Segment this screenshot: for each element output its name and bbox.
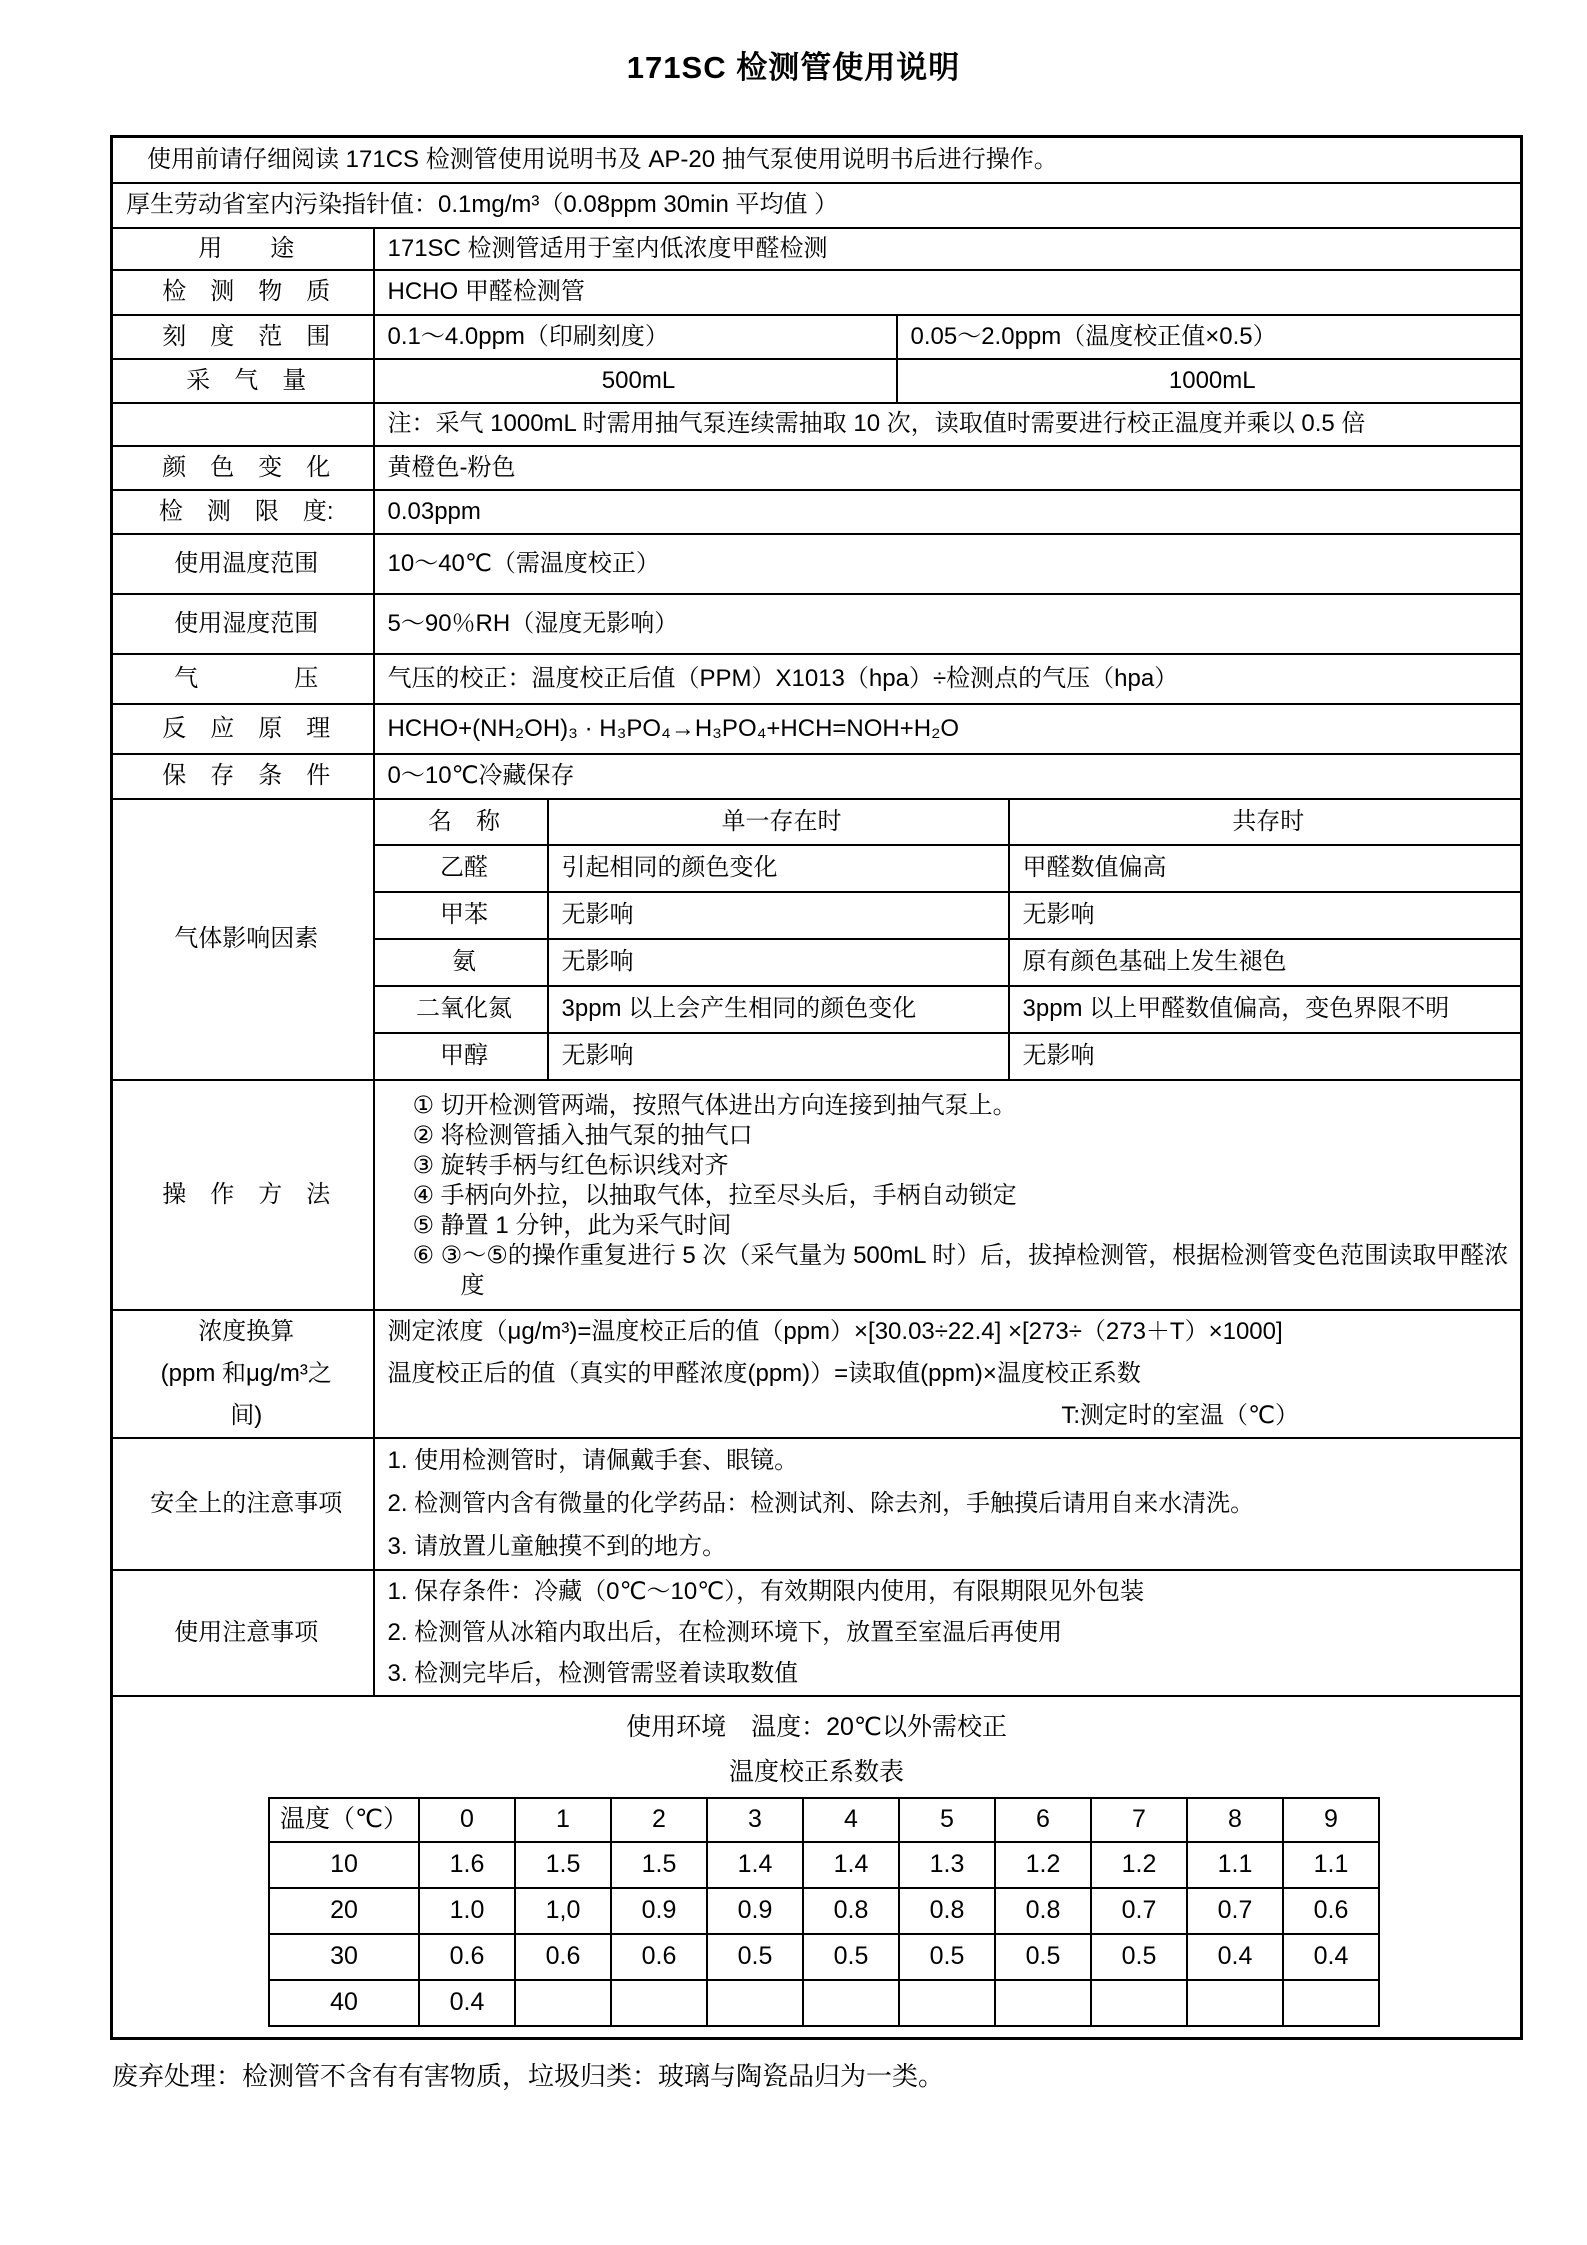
temp-col-header: 3	[707, 1798, 803, 1842]
concentration-label-line: (ppm 和μg/m³之	[160, 1359, 332, 1387]
temp-row-label: 40	[269, 1980, 419, 2026]
temp-cell: 1.2	[995, 1842, 1091, 1888]
row-notice-2	[112, 183, 1522, 228]
operation-step: ② 将检测管插入抽气泵的抽气口	[412, 1121, 753, 1149]
pressure-label: 气 压	[112, 654, 374, 704]
temp-cell	[611, 1980, 707, 2026]
temp-cell	[803, 1980, 899, 2026]
temp-cell: 0.5	[899, 1934, 995, 1980]
temp-col-header: 6	[995, 1798, 1091, 1842]
gas-single: 无影响	[548, 939, 1009, 986]
temp-col-header: 9	[1283, 1798, 1379, 1842]
environment-heading: 使用环境 温度：20℃以外需校正	[626, 1712, 1007, 1741]
row-substance	[112, 270, 1522, 315]
gas-coexist: 无影响	[1009, 1033, 1522, 1080]
sample-volume-label: 采 气 量	[112, 359, 374, 403]
gas-factors-label: 气体影响因素	[112, 799, 374, 1080]
temp-cell: 1.5	[611, 1842, 707, 1888]
color-change-value: 黄橙色-粉色	[374, 446, 1522, 490]
temp-table-corner: 温度（℃）	[269, 1798, 419, 1842]
usage-label: 用 途	[112, 228, 374, 270]
page-title: 171SC 检测管使用说明	[626, 50, 961, 85]
temp-col-header: 2	[611, 1798, 707, 1842]
temp-cell: 0.5	[803, 1934, 899, 1980]
concentration-label-line: 间)	[230, 1401, 263, 1429]
substance-value: HCHO 甲醛检测管	[374, 270, 1522, 315]
operation-step: ④ 手柄向外拉，以抽取气体，拉至尽头后，手柄自动锁定	[412, 1181, 1017, 1209]
gas-coexist: 甲醛数值偏高	[1009, 845, 1522, 892]
row-humidity-range	[112, 594, 1522, 654]
temp-cell: 1.4	[707, 1842, 803, 1888]
temp-cell: 1.4	[803, 1842, 899, 1888]
temp-col-header: 0	[419, 1798, 515, 1842]
reaction-formula: HCHO+(NH₂OH)₃ · H₃PO₄→H₃PO₄+HCH=NOH+H₂O	[374, 704, 1522, 754]
temp-cell: 0.6	[1283, 1888, 1379, 1934]
row-safety	[112, 1438, 1522, 1570]
operation-step: ⑥ ③～⑤的操作重复进行 5 次（采气量为 500mL 时）后，拔掉检测管，根据检测管变色范围读取甲醛浓度	[412, 1241, 1509, 1299]
temp-row-label: 10	[269, 1842, 419, 1888]
gas-single: 3ppm 以上会产生相同的颜色变化	[548, 986, 1009, 1033]
gas-header-single: 单一存在时	[548, 799, 1009, 845]
temp-cell: 0.8	[899, 1888, 995, 1934]
scale-range-label: 刻 度 范 围	[112, 315, 374, 359]
gas-single: 无影响	[548, 892, 1009, 939]
concentration-label	[112, 1310, 374, 1438]
temp-col-header: 8	[1187, 1798, 1283, 1842]
temp-cell: 1.0	[419, 1888, 515, 1934]
temp-cell: 0.5	[1091, 1934, 1187, 1980]
temperature-correction-table	[268, 1797, 1380, 2027]
temp-range-label: 使用温度范围	[112, 534, 374, 594]
notice-guideline-value: 厚生劳动省室内污染指针值：0.1mg/m³（0.08ppm 30min 平均值 ）	[112, 183, 1522, 228]
row-notice-1	[112, 137, 1522, 183]
concentration-formula-note: T:测定时的室温（℃）	[1061, 1401, 1300, 1429]
temp-cell	[1091, 1980, 1187, 2026]
notice-read-manual: 使用前请仔细阅读 171CS 检测管使用说明书及 AP-20 抽气泵使用说明书后进行操作。	[112, 137, 1522, 183]
color-change-label: 颜 色 变 化	[112, 446, 374, 490]
row-reaction	[112, 704, 1522, 754]
substance-label: 检 测 物 质	[112, 270, 374, 315]
operation-step: ① 切开检测管两端，按照气体进出方向连接到抽气泵上。	[412, 1091, 1017, 1119]
gas-name: 乙醛	[374, 845, 548, 892]
temp-table-row-30	[269, 1934, 1379, 1980]
temp-cell: 0.9	[707, 1888, 803, 1934]
temp-table-row-40	[269, 1980, 1379, 2026]
gas-coexist: 原有颜色基础上发生褪色	[1009, 939, 1522, 986]
concentration-formula-1: 测定浓度（μg/m³)=温度校正后的值（ppm）×[30.03÷22.4] ×[273÷（273＋T）×1000]	[387, 1317, 1283, 1345]
temp-cell	[899, 1980, 995, 2026]
note-label-empty	[112, 403, 374, 446]
gas-coexist: 无影响	[1009, 892, 1522, 939]
gas-single: 引起相同的颜色变化	[548, 845, 1009, 892]
temp-cell: 0.9	[611, 1888, 707, 1934]
gas-single: 无影响	[548, 1033, 1009, 1080]
humidity-range-value: 5～90％RH（湿度无影响）	[374, 594, 1522, 654]
usage-notes-label: 使用注意事项	[112, 1570, 374, 1696]
temp-cell: 0.7	[1187, 1888, 1283, 1934]
temp-cell: 0.4	[1283, 1934, 1379, 1980]
temp-cell: 0.6	[611, 1934, 707, 1980]
row-usage-notes	[112, 1570, 1522, 1696]
sample-volume-1000: 1000mL	[897, 359, 1522, 403]
gas-name: 氨	[374, 939, 548, 986]
environment-section	[112, 1696, 1522, 2039]
temp-cell: 0.6	[515, 1934, 611, 1980]
temp-table-row-20	[269, 1888, 1379, 1934]
temp-row-label: 20	[269, 1888, 419, 1934]
main-table	[110, 135, 1523, 2040]
gas-name: 甲苯	[374, 892, 548, 939]
usage-note-item: 3. 检测完毕后，检测管需竖着读取数值	[387, 1660, 799, 1687]
temp-cell: 1.1	[1187, 1842, 1283, 1888]
concentration-formulas	[374, 1310, 1522, 1438]
temp-col-header: 5	[899, 1798, 995, 1842]
row-gas-header	[112, 799, 1522, 845]
usage-note-item: 2. 检测管从冰箱内取出后，在检测环境下，放置至室温后再使用	[387, 1619, 1063, 1646]
detection-limit-value: 0.03ppm	[374, 490, 1522, 534]
detection-limit-label: 检 测 限 度:	[112, 490, 374, 534]
temp-cell: 0.5	[707, 1934, 803, 1980]
temp-cell: 0.4	[1187, 1934, 1283, 1980]
operation-label: 操 作 方 法	[112, 1080, 374, 1310]
concentration-formula-2: 温度校正后的值（真实的甲醛浓度(ppm)）=读取值(ppm)×温度校正系数	[387, 1359, 1141, 1387]
temp-cell: 0.8	[995, 1888, 1091, 1934]
usage-value: 171SC 检测管适用于室内低浓度甲醛检测	[374, 228, 1522, 270]
pressure-value: 气压的校正：温度校正后值（PPM）X1013（hpa）÷检测点的气压（hpa）	[374, 654, 1522, 704]
row-operation	[112, 1080, 1522, 1310]
temp-col-header: 1	[515, 1798, 611, 1842]
safety-item: 2. 检测管内含有微量的化学药品：检测试剂、除去剂，手触摸后请用自来水清洗。	[387, 1490, 1255, 1517]
temp-cell: 1.5	[515, 1842, 611, 1888]
usage-note-item: 1. 保存条件：冷藏（0℃～10℃），有效期限内使用，有限期限见外包装	[387, 1578, 1145, 1605]
correction-table-title: 温度校正系数表	[729, 1757, 905, 1786]
row-scale-range	[112, 315, 1522, 359]
reaction-label: 反 应 原 理	[112, 704, 374, 754]
row-usage	[112, 228, 1522, 270]
humidity-range-label: 使用湿度范围	[112, 594, 374, 654]
gas-header-coexist: 共存时	[1009, 799, 1522, 845]
gas-name: 甲醇	[374, 1033, 548, 1080]
row-temp-range	[112, 534, 1522, 594]
row-note	[112, 403, 1522, 446]
temp-cell	[707, 1980, 803, 2026]
gas-name: 二氧化氮	[374, 986, 548, 1033]
usage-notes-items	[374, 1570, 1522, 1696]
temp-table-row-10	[269, 1842, 1379, 1888]
row-color-change	[112, 446, 1522, 490]
temp-cell: 1.2	[1091, 1842, 1187, 1888]
temp-col-header: 7	[1091, 1798, 1187, 1842]
gas-header-name: 名 称	[374, 799, 548, 845]
scale-range-corrected: 0.05～2.0ppm（温度校正值×0.5）	[897, 315, 1522, 359]
temp-cell: 0.8	[803, 1888, 899, 1934]
operation-step: ③ 旋转手柄与红色标识线对齐	[412, 1151, 729, 1179]
row-environment	[112, 1696, 1522, 2039]
temp-table-header-row	[269, 1798, 1379, 1842]
temp-cell: 0.7	[1091, 1888, 1187, 1934]
safety-label: 安全上的注意事项	[112, 1438, 374, 1570]
temp-cell	[515, 1980, 611, 2026]
temp-cell	[1283, 1980, 1379, 2026]
note-value: 注：采气 1000mL 时需用抽气泵连续需抽取 10 次，读取值时需要进行校正温度并乘以 0.5 倍	[374, 403, 1522, 446]
safety-item: 1. 使用检测管时，请佩戴手套、眼镜。	[387, 1447, 799, 1474]
temp-cell: 1.3	[899, 1842, 995, 1888]
temp-cell: 0.6	[419, 1934, 515, 1980]
storage-value: 0～10℃冷藏保存	[374, 754, 1522, 799]
concentration-label-line: 浓度换算	[198, 1317, 295, 1345]
gas-coexist: 3ppm 以上甲醛数值偏高，变色界限不明	[1009, 986, 1522, 1033]
safety-item: 3. 请放置儿童触摸不到的地方。	[387, 1533, 727, 1560]
temp-row-label: 30	[269, 1934, 419, 1980]
temp-cell	[1187, 1980, 1283, 2026]
temp-cell: 1.1	[1283, 1842, 1379, 1888]
temp-cell: 0.5	[995, 1934, 1091, 1980]
storage-label: 保 存 条 件	[112, 754, 374, 799]
safety-items	[374, 1438, 1522, 1570]
row-detection-limit	[112, 490, 1522, 534]
sample-volume-500: 500mL	[374, 359, 897, 403]
scale-range-printed: 0.1～4.0ppm（印刷刻度）	[374, 315, 897, 359]
temp-range-value: 10～40℃（需温度校正）	[374, 534, 1522, 594]
temp-cell	[995, 1980, 1091, 2026]
temp-col-header: 4	[803, 1798, 899, 1842]
operation-step: ⑤ 静置 1 分钟，此为采气时间	[412, 1211, 732, 1239]
row-concentration	[112, 1310, 1522, 1438]
disposal-note: 废弃处理：检测管不含有有害物质，垃圾归类：玻璃与陶瓷品归为一类。	[112, 2060, 945, 2091]
temp-cell: 1.6	[419, 1842, 515, 1888]
temp-cell: 0.4	[419, 1980, 515, 2026]
operation-steps	[374, 1080, 1522, 1310]
temp-cell: 1,0	[515, 1888, 611, 1934]
row-storage	[112, 754, 1522, 799]
row-pressure	[112, 654, 1522, 704]
row-sample-volume	[112, 359, 1522, 403]
